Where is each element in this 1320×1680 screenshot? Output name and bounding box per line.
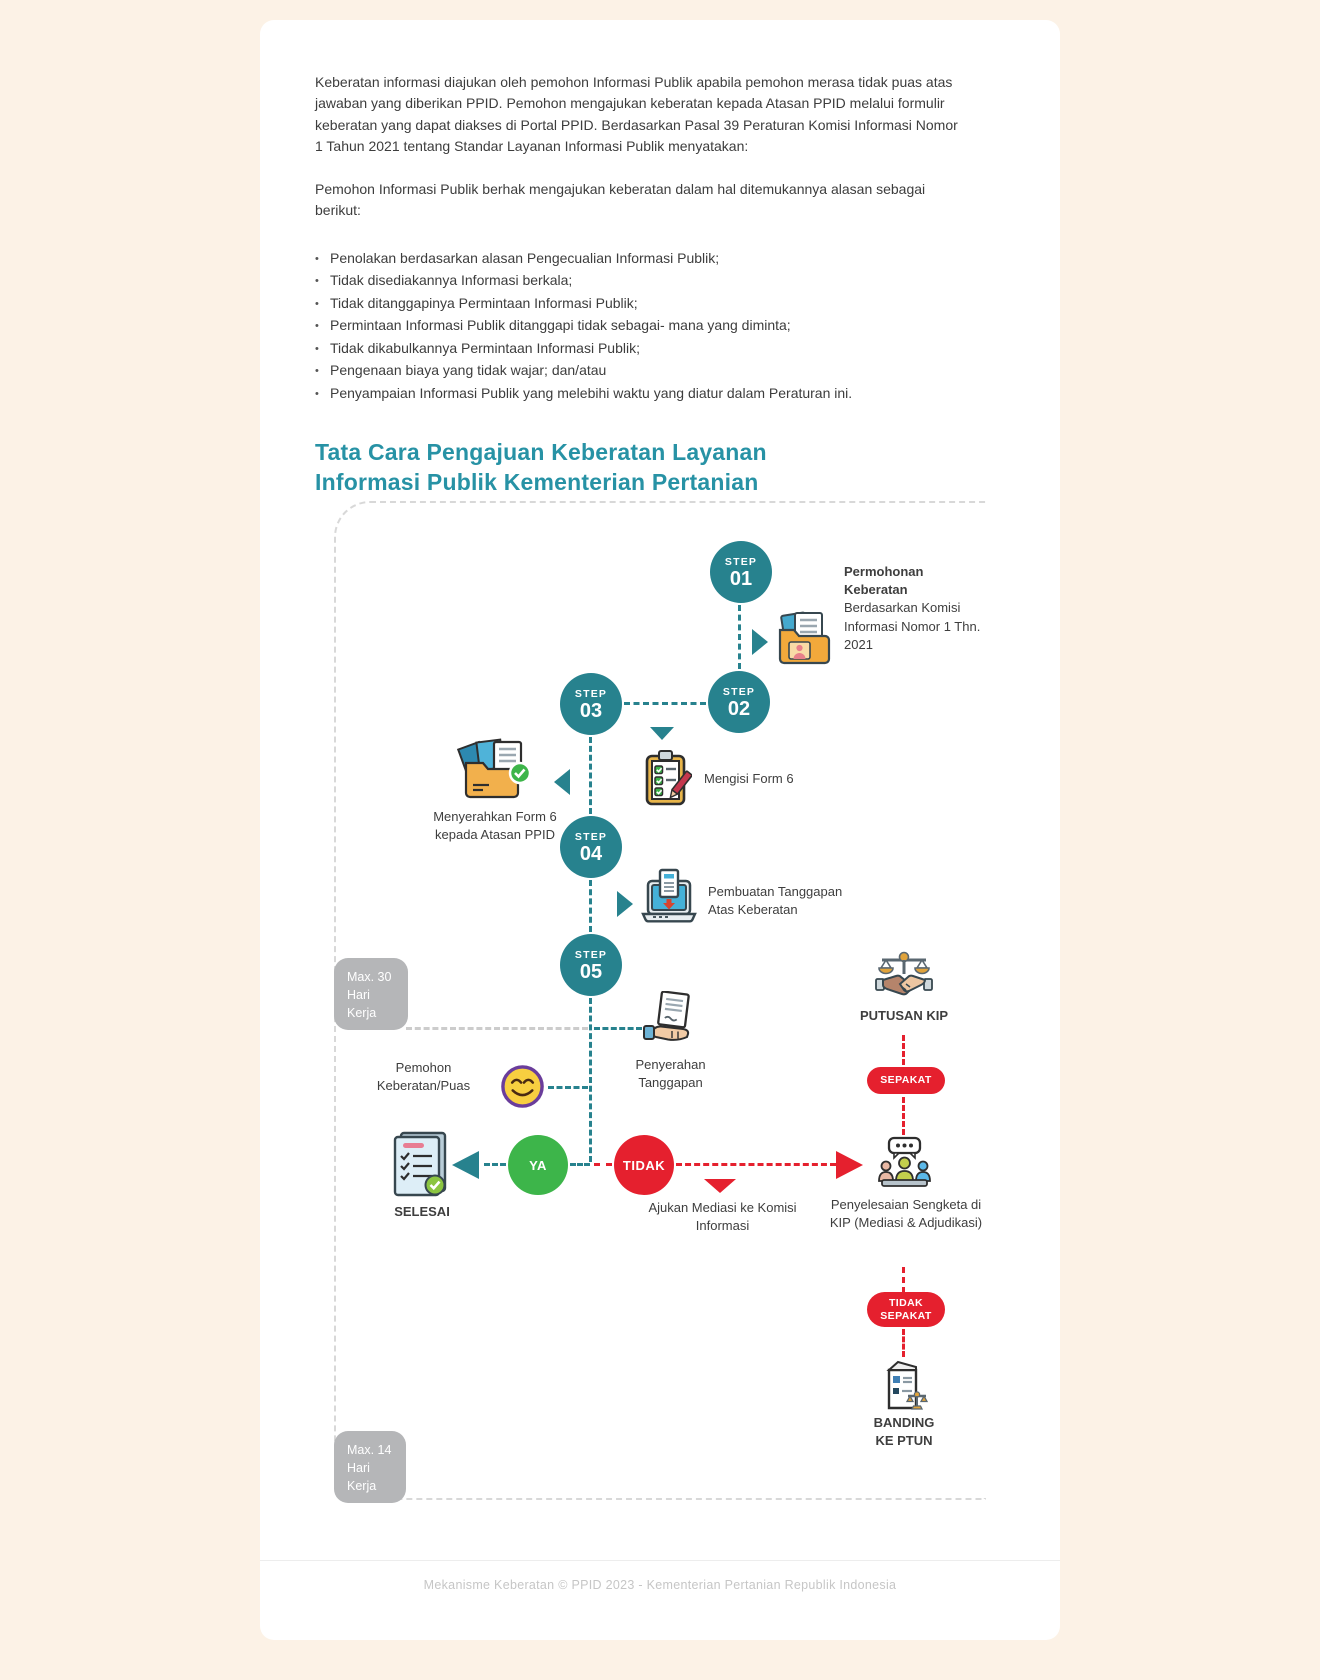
connector-tidak-left — [594, 1163, 612, 1166]
node-label-selesai: SELESAI — [394, 1204, 450, 1219]
list-item — [315, 315, 963, 338]
bullet-icon: • — [315, 342, 319, 355]
step-05-badge — [560, 934, 622, 996]
node-label-banding-line2: KE PTUN — [875, 1433, 933, 1449]
step-number: 04 — [579, 842, 603, 865]
connector-sepakat-penyelesaian — [902, 1097, 905, 1135]
footer-text: Mekanisme Keberatan © PPID 2023 - Kementerian Pertanian Republik Indonesia — [423, 1578, 897, 1592]
node-label-banding — [851, 1414, 957, 1450]
connector-step4-step5 — [589, 880, 592, 932]
laptop-document-download-icon — [639, 867, 699, 927]
step-01-badge — [710, 541, 772, 603]
rights-paragraph: Pemohon Informasi Publik berhak mengajukan keberatan dalam hal ditemukannya alasan sebagai berikut: — [315, 181, 926, 219]
folder-applicant-photo-icon — [776, 609, 834, 667]
page-title — [315, 437, 963, 498]
reason-text: Pengenaan biaya yang tidak wajar; dan/atau — [330, 362, 607, 379]
node-title: Permohonan Keberatan — [844, 564, 924, 598]
arrow-down-mediasi-icon — [704, 1179, 736, 1193]
list-item — [315, 293, 963, 316]
node-label-banding-line1: BANDING — [873, 1415, 935, 1430]
reason-text: Penolakan berdasarkan alasan Pengecualian Informasi Publik; — [330, 249, 720, 266]
bullet-icon: • — [315, 387, 319, 400]
connector-tidaksepakat-banding — [902, 1329, 905, 1357]
intro-paragraph: Keberatan informasi diajukan oleh pemohon Informasi Publik apabila pemohon merasa tidak puas atas jawaban yang diberikan PPID. Pemohon mengajukan keberatan kepada Atasan PPID melalui formulir keberatan yang dapat diakses di Portal PPID. Berdasarkan Pasal 39 Peraturan Komisi Informasi Nomor 1 Tahun 2021 tentang Standar Layanan Informasi Publik menyatakan: — [315, 74, 958, 154]
step-word: STEP — [722, 685, 756, 698]
connector-penyelesaian-tidaksepakat — [902, 1267, 905, 1293]
section-divider-30days — [406, 1027, 588, 1030]
list-item — [315, 338, 963, 361]
step-03-badge — [560, 673, 622, 735]
list-item — [315, 270, 963, 293]
bullet-icon: • — [315, 297, 319, 310]
reason-text: Tidak disediakannya Informasi berkala; — [330, 272, 573, 289]
page-card — [260, 20, 1060, 1640]
status-badge-tidak-sepakat: TIDAK SEPAKAT — [867, 1292, 945, 1327]
step-number: 01 — [729, 567, 753, 590]
scales-handshake-icon — [874, 949, 934, 1005]
node-label-penyelesaian: Penyelesaian Sengketa di KIP (Mediasi & Adjudikasi) — [829, 1197, 983, 1231]
bullet-icon: • — [315, 320, 319, 333]
reason-text: Permintaan Informasi Publik ditanggapi tidak sebagai- mana yang diminta; — [330, 317, 791, 334]
arrow-left-selesai-icon — [452, 1151, 479, 1179]
arrow-right-icon — [752, 629, 768, 655]
checklist-complete-icon — [389, 1130, 453, 1198]
duration-max-14-days: Max. 14 Hari Kerja — [334, 1431, 406, 1503]
smiley-face-icon — [499, 1063, 546, 1110]
list-item — [315, 383, 963, 406]
connector-step5-decision — [589, 998, 592, 1162]
step-number: 03 — [579, 699, 603, 722]
bullet-icon: • — [315, 275, 319, 288]
step-word: STEP — [574, 948, 608, 961]
connector-ya-right — [570, 1163, 590, 1166]
node-description: Berdasarkan Komisi Informasi Nomor 1 Thn. 2021 — [844, 600, 981, 652]
node-label-pemohon: Pemohon Keberatan/Puas — [376, 1060, 471, 1094]
node-label-putusan-kip: PUTUSAN KIP — [859, 1008, 949, 1023]
page-title-line1: Tata Cara Pengajuan Keberatan Layanan — [315, 439, 767, 466]
reasons-list — [315, 248, 963, 406]
reason-text: Penyampaian Informasi Publik yang melebihi waktu yang diatur dalam Peraturan ini. — [330, 384, 853, 401]
arrow-right-mediasi-icon — [836, 1151, 863, 1179]
legal-document-scales-icon — [877, 1359, 932, 1414]
footer-divider — [260, 1560, 1060, 1561]
step-word: STEP — [574, 687, 608, 700]
node-label-pembuatan: Pembuatan Tanggapan Atas Keberatan — [708, 884, 843, 918]
hand-delivering-document-icon — [642, 991, 698, 1047]
node-label-penyerahan: Penyerahan Tanggapan — [635, 1057, 706, 1091]
folder-documents-check-icon — [456, 737, 542, 803]
decision-tidak: TIDAK — [614, 1135, 674, 1195]
step-number: 02 — [727, 697, 751, 720]
node-label-menyerahkan: Menyerahkan Form 6 kepada Atasan PPID — [433, 809, 557, 843]
page-title-line2: Informasi Publik Kementerian Pertanian — [315, 469, 759, 496]
arrow-right-icon — [617, 891, 633, 917]
node-label-ajukan-mediasi: Ajukan Mediasi ke Komisi Informasi — [648, 1200, 797, 1234]
node-label-mengisi: Mengisi Form 6 — [704, 771, 794, 786]
list-item — [315, 248, 963, 271]
connector-step5-hand — [594, 1027, 642, 1030]
clipboard-checklist-pencil-icon — [642, 748, 692, 808]
bullet-icon: • — [315, 365, 319, 378]
intro-section — [315, 72, 963, 498]
connector-step1-step2 — [738, 605, 741, 669]
node-label-permohonan — [844, 563, 989, 654]
decision-ya: YA — [508, 1135, 568, 1195]
reason-text: Tidak dikabulkannya Permintaan Informasi Publik; — [330, 339, 640, 356]
step-word: STEP — [574, 830, 608, 843]
arrow-down-icon — [650, 727, 674, 740]
step-word: STEP — [724, 555, 758, 568]
bullet-icon: • — [315, 252, 319, 265]
step-02-badge — [708, 671, 770, 733]
step-number: 05 — [579, 960, 603, 983]
connector-step3-step4 — [589, 737, 592, 814]
connector-ya-left — [484, 1163, 506, 1166]
step-04-badge — [560, 816, 622, 878]
reason-text: Tidak ditanggapinya Permintaan Informasi Publik; — [330, 294, 638, 311]
connector-step3-step2 — [624, 702, 706, 705]
connector-smiley — [548, 1086, 588, 1089]
mediation-meeting-icon — [876, 1136, 933, 1193]
arrow-left-icon — [554, 769, 570, 795]
flowchart-container — [334, 501, 986, 1500]
connector-putusan-sepakat — [902, 1035, 905, 1065]
status-badge-sepakat: SEPAKAT — [867, 1067, 945, 1094]
duration-max-30-days: Max. 30 Hari Kerja — [334, 958, 408, 1030]
connector-tidak-right — [676, 1163, 836, 1166]
list-item — [315, 360, 963, 383]
